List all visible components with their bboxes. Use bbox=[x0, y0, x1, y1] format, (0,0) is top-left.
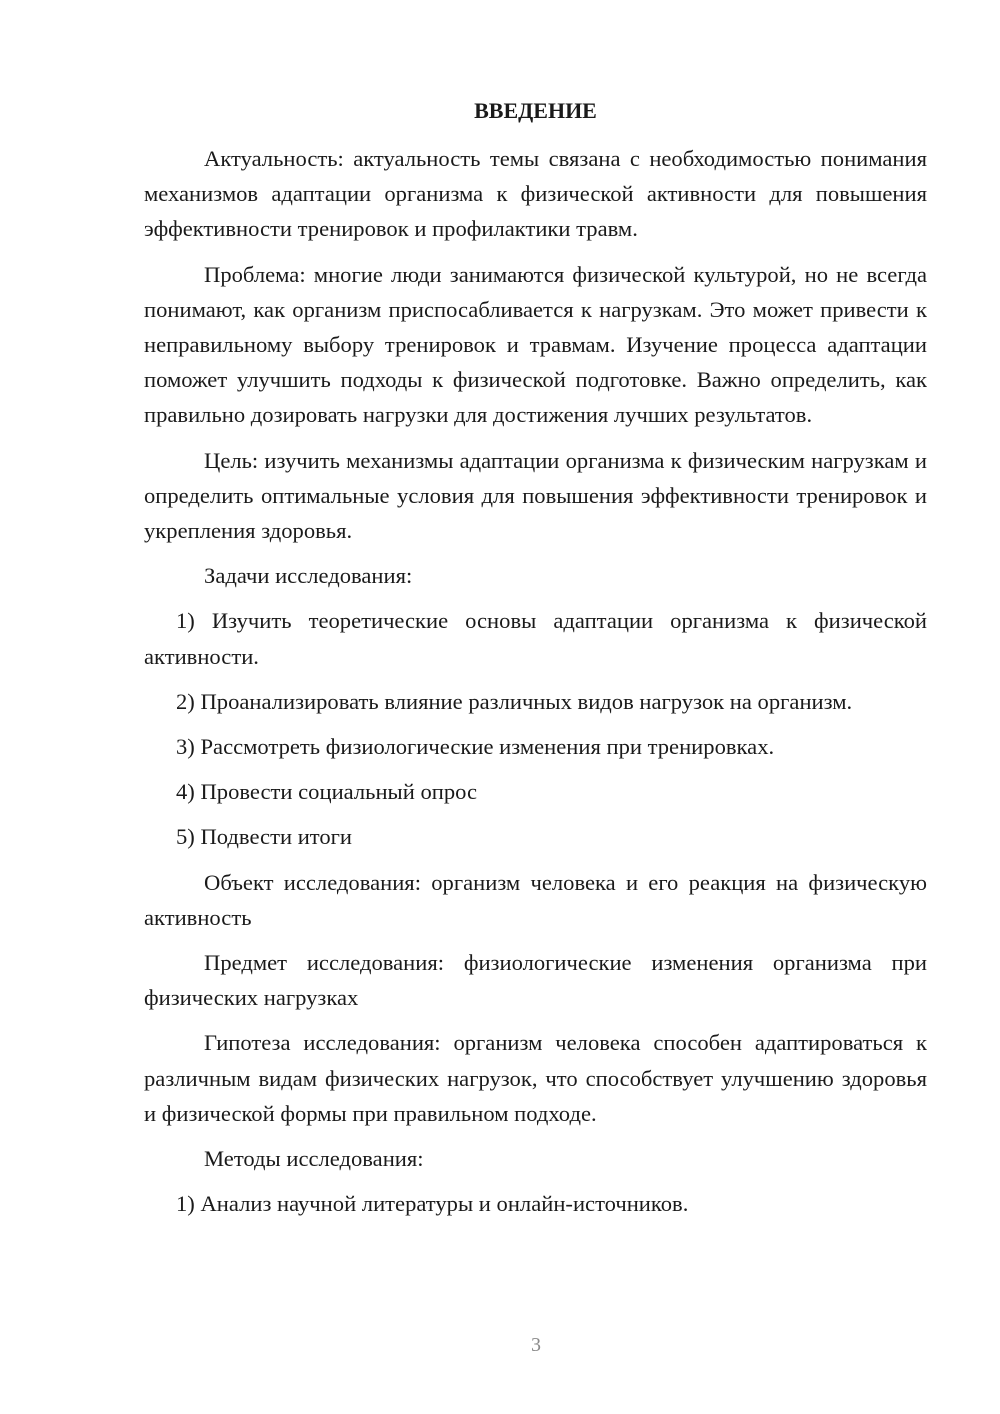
problem-paragraph: Проблема: многие люди занимаются физической культурой, но не всегда понимают, как организм приспосабливается к нагрузкам. Это может привести к неправильному выбору тренировок и травмам. Изучение процесса адаптации поможет улучшить подходы к физической подготовке. Важно определить, как правильно дозировать нагрузки для достижения лучших результатов. bbox=[144, 261, 927, 428]
goal-paragraph: Цель: изучить механизмы адаптации организма к физическим нагрузкам и определить оптимальные условия для повышения эффективности тренировок и укрепления здоровья. bbox=[144, 447, 927, 544]
subject-paragraph: Предмет исследования: физиологические изменения организма при физических нагрузках bbox=[144, 950, 927, 1011]
task-item: 1) Изучить теоретические основы адаптации организма к физической активности. bbox=[144, 608, 927, 669]
page-title: ВВЕДЕНИЕ bbox=[474, 98, 597, 123]
task-item: 4) Провести социальный опрос bbox=[176, 779, 478, 805]
task-item: 3) Рассмотреть физиологические изменения при тренировках. bbox=[176, 734, 775, 760]
method-item: 1) Анализ научной литературы и онлайн-источников. bbox=[176, 1191, 689, 1217]
relevance-paragraph: Актуальность: актуальность темы связана с необходимостью понимания механизмов адаптации организма к физической активности для повышения эффективности тренировок и профилактики травм. bbox=[144, 146, 927, 242]
hypothesis-paragraph: Гипотеза исследования: организм человека способен адаптироваться к различным видам физических нагрузок, что способствует улучшению здоровья и физической формы при правильном подходе. bbox=[144, 1030, 927, 1126]
page-number: 3 bbox=[531, 1334, 541, 1356]
page-content bbox=[144, 93, 927, 1231]
object-paragraph: Объект исследования: организм человека и его реакция на физическую активность bbox=[144, 869, 927, 930]
task-item: 2) Проанализировать влияние различных видов нагрузок на организм. bbox=[176, 688, 853, 714]
tasks-heading: Задачи исследования: bbox=[204, 563, 413, 589]
methods-heading: Методы исследования: bbox=[204, 1146, 424, 1172]
task-item: 5) Подвести итоги bbox=[176, 824, 353, 850]
